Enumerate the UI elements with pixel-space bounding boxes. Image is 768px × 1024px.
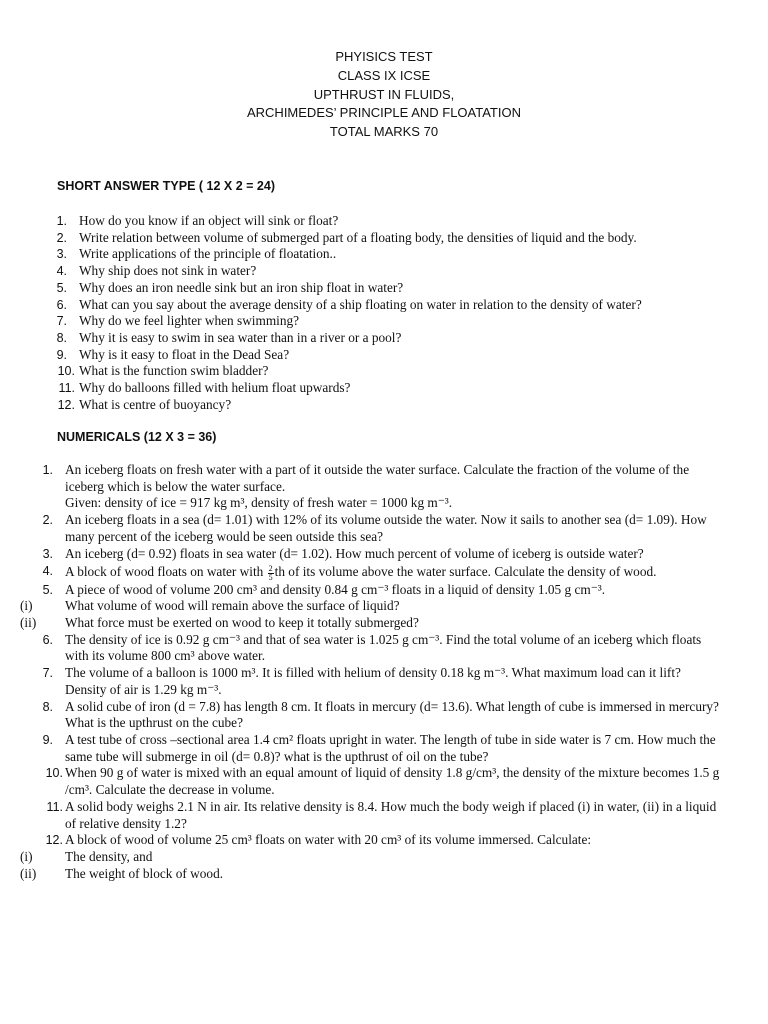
sub-item-label: (ii) [20, 615, 37, 631]
short-answer-item [0, 330, 768, 347]
item-text-end: th of its volume above the water surface. Calculate the density of wood. [274, 564, 657, 580]
item-number: 4. [56, 264, 67, 279]
short-answer-item [0, 313, 768, 330]
short-answer-item [0, 263, 768, 280]
sub-item [0, 615, 768, 632]
short-answer-item [0, 397, 768, 414]
item-text: A test tube of cross –sectional area 1.4 cm² floats upright in water. The length of tube in side water is 7 cm. How much the same tube will submerge in oil (d= 0.8)? what is the upthrust of oil on the tube? [65, 732, 716, 764]
short-answer-item [0, 363, 768, 380]
item-number: 4. [42, 564, 53, 579]
item-number: 10. [57, 364, 75, 379]
short-answer-item [0, 347, 768, 364]
item-number: 11. [58, 381, 75, 396]
item-number: 6. [56, 297, 67, 312]
numerical-item [0, 562, 768, 581]
numerical-item [0, 582, 768, 599]
header-line-3: UPTHRUST IN FLUIDS, [313, 86, 455, 102]
short-answer-item [0, 213, 768, 230]
item-text: An iceberg (d= 0.92) floats in sea water (d= 1.02). How much percent of volume of iceberg is outside water? [65, 545, 644, 561]
numerical-item [0, 512, 768, 545]
short-answer-item [0, 297, 768, 314]
item-text [0, 562, 768, 581]
short-answer-item [0, 230, 768, 247]
item-number: 12. [57, 397, 75, 412]
item-number: 9. [56, 347, 67, 362]
fraction-numerator: 2 [268, 563, 273, 573]
item-number: 8. [42, 699, 53, 714]
item-number: 7. [42, 666, 53, 681]
sub-item-label: (i) [20, 848, 33, 864]
item-text: Why do balloons filled with helium float upwards? [79, 380, 351, 396]
sub-item-text: The weight of block of wood. [65, 865, 224, 881]
item-number: 8. [56, 330, 67, 345]
item-text: Why do we feel lighter when swimming? [79, 313, 300, 329]
item-number: 9. [42, 733, 53, 747]
item-text: A solid cube of iron (d = 7.8) has length 8 cm. It floats in mercury (d= 13.6). What length of cube is immersed in mercury? What is the upthrust on the cube? [65, 698, 719, 731]
item-text: A block of wood of volume 25 cm³ floats on water with 20 cm³ of its volume immersed. Calculate: [65, 832, 592, 848]
item-text: Write relation between volume of submerged part of a floating body, the densities of liquid and the body. [79, 229, 637, 245]
item-number: 2. [56, 230, 67, 245]
item-number: 1. [56, 214, 67, 228]
item-number: 6. [42, 632, 53, 647]
numerical-item [0, 665, 768, 698]
item-text: A solid body weighs 2.1 N in air. Its relative density is 8.4. How much the body weigh if placed (i) in water, (ii) in a liquid of relative density 1.2? [65, 798, 717, 831]
test-header [0, 48, 768, 142]
fraction [268, 565, 274, 582]
item-number: 10. [45, 766, 63, 781]
header-line-4: ARCHIMEDES’ PRINCIPLE AND FLOATATION [246, 105, 521, 121]
numerical-item [0, 732, 768, 765]
item-given: Given: density of ice = 917 kg m³, density of fresh water = 1000 kg m⁻³. [65, 495, 453, 511]
sub-item [0, 849, 768, 866]
item-number: 1. [42, 463, 53, 477]
header-line-1: PHYISICS TEST [335, 49, 433, 64]
sub-item-label: (ii) [20, 865, 37, 881]
item-number: 12. [45, 833, 63, 848]
short-answer-item [0, 246, 768, 263]
numerical-item [0, 462, 768, 512]
item-text: What is centre of buoyancy? [79, 396, 232, 412]
sub-item-text: What volume of wood will remain above the surface of liquid? [65, 598, 400, 614]
item-text: Write applications of the principle of floatation.. [79, 246, 337, 262]
short-answer-item [0, 280, 768, 297]
fraction-denominator: 5 [268, 572, 273, 582]
item-text: The volume of a balloon is 1000 m³. It is filled with helium of density 0.18 kg m⁻³. What maximum load can it lift? Density of air is 1.29 kg m⁻³. [65, 665, 681, 697]
item-number: 7. [56, 314, 67, 329]
item-number: 5. [56, 280, 67, 295]
numerical-item [0, 546, 768, 563]
item-number: 5. [42, 582, 53, 597]
item-text: An iceberg floats in a sea (d= 1.01) with 12% of its volume outside the water. Now it sails to another sea (d= 1.09). How many percent of the iceberg would be seen outside this sea? [65, 512, 707, 544]
numerical-item [0, 699, 768, 732]
numerical-item [0, 832, 768, 849]
item-text-start: A block of wood floats on water with [65, 564, 267, 580]
numericals-title: NUMERICALS (12 X 3 = 36) [57, 430, 217, 444]
item-text: When 90 g of water is mixed with an equal amount of liquid of density 1.8 g/cm³, the density of the mixture becomes 1.5 g /cm³. Calculate the decrease in volume. [65, 765, 720, 798]
item-text: Why it is easy to swim in sea water than in a river or a pool? [79, 329, 402, 345]
sub-item [0, 866, 768, 883]
item-text: How do you know if an object will sink or float? [79, 213, 339, 228]
item-number: 3. [56, 247, 67, 262]
sub-item-text: What force must be exerted on wood to keep it totally submerged? [65, 615, 419, 631]
item-text: The density of ice is 0.92 g cm⁻³ and that of sea water is 1.025 g cm⁻³. Find the total volume of an iceberg which floats with its volume 800 cm³ above water. [65, 631, 702, 664]
item-text: A piece of wood of volume 200 cm³ and density 0.84 g cm⁻³ floats in a liquid of density 1.05 g cm⁻³. [65, 581, 606, 597]
item-text: Why does an iron needle sink but an iron ship float in water? [79, 279, 404, 295]
item-text: Why is it easy to float in the Dead Sea? [79, 346, 290, 362]
numerical-item [0, 632, 768, 665]
short-answer-list [0, 213, 768, 413]
header-line-2: CLASS IX ICSE [337, 67, 431, 83]
item-number: 11. [46, 799, 63, 814]
item-number: 2. [42, 513, 53, 528]
sub-item-text: The density, and [65, 848, 153, 864]
item-text: Why ship does not sink in water? [79, 263, 257, 279]
numerical-item [0, 765, 768, 798]
sub-item [0, 598, 768, 615]
item-text: What is the function swim bladder? [79, 363, 269, 379]
item-text: An iceberg floats on fresh water with a part of it outside the water surface. Calculate the fraction of the volume of the iceberg which is below the water surface. [65, 462, 690, 494]
short-answer-item [0, 380, 768, 397]
item-number: 3. [42, 546, 53, 561]
numerical-item [0, 799, 768, 832]
item-text: What can you say about the average density of a ship floating on water in relation to the density of water? [79, 296, 642, 312]
header-line-5: TOTAL MARKS 70 [329, 124, 439, 140]
short-answer-title: SHORT ANSWER TYPE ( 12 X 2 = 24) [57, 179, 275, 193]
sub-item-label: (i) [20, 598, 33, 614]
numericals-list [0, 462, 768, 882]
